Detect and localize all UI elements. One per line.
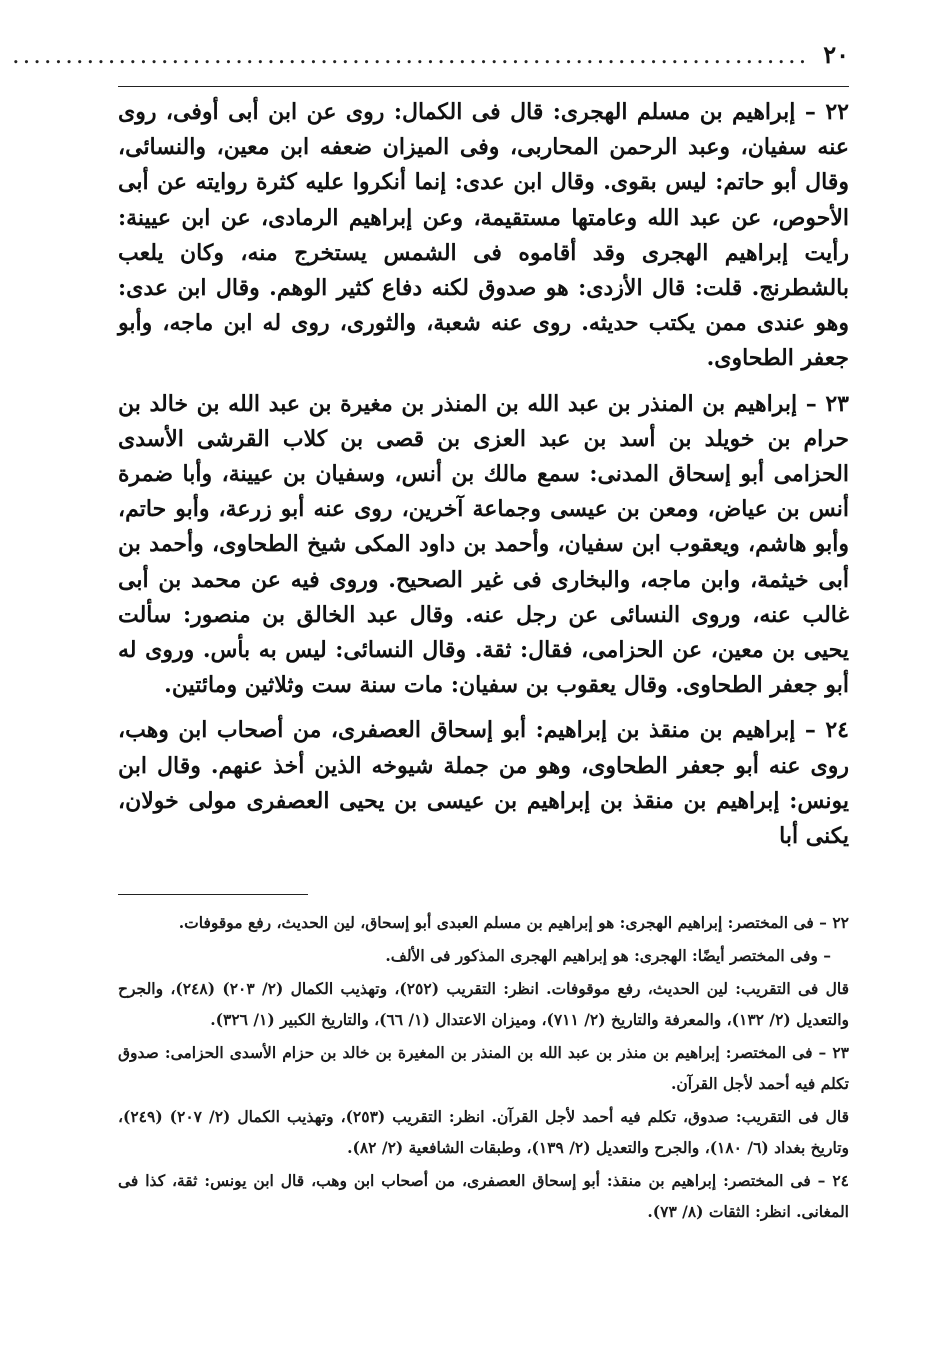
entry-text: إبراهيم بن مسلم الهجرى: قال فى الكمال: روى عن ابن أبى أوفى، روى عنه سفيان، وعبد الرحمن المحاربى، وفى الميزان ضعفه ابن معين، والنسائى، وقال أبو حاتم: ليس بقوى. وقال ابن عدى: إنما أنكروا عليه كثرة روايته عن أبى الأحوص، عن عبد الله وعامتها مستقيمة، وعن إبراهيم الرمادى، عن ابن عيينة: رأيت إبراهيم الهجرى وقد أقاموه فى الشمس يستخرج منه، وكان يلعب بالشطرنج. قلت: قال الأزدى: هو صدوق لكنه دفاع كثير الوهم. وقال ابن عدى: وهو عندى ممن يكتب حديثه. روى عنه شعبة، والثورى، روى له ابن ماجه، وأبو جعفر الطحاوى. [118, 99, 849, 372]
entry-number: ٢٤ [825, 717, 849, 744]
page-number: ٢٠ [823, 40, 849, 69]
entry-number: ٢٢ [825, 99, 849, 125]
footnote-separator [118, 894, 308, 895]
header-leader-dots: ........................................................................... [12, 41, 810, 69]
footnote: – وفى المختصر أيضًا: الهجرى: هو إبراهيم الهجرى المذكور فى الألف. [385, 946, 831, 966]
running-header [12, 40, 849, 87]
footnote: ٢٢ – فى المختصر: إبراهيم الهجرى: هو إبراهيم بن مسلم العبدى أبو إسحاق، لين الحديث، رفع موقوفات. [178, 913, 849, 933]
entry-24: ٢٤ – إبراهيم بن منقذ بن إبراهيم: أبو إسحاق العصفرى، من أصحاب ابن وهب، روى عنه أبو جعفر الطحاوى، وهو من جملة شيوخه الذين أخذ عنهم. وقال ابن يونس: إبراهيم بن منقذ بن إبراهيم بن عيسى بن يحيى العصفرى مولى خولان، يكنى أبا [118, 717, 849, 850]
footnote-separator-wrap [118, 864, 849, 907]
entry-text: إبراهيم بن منقذ بن إبراهيم: أبو إسحاق العصفرى، من أصحاب ابن وهب، روى عنه أبو جعفر الطحاوى، وهو من جملة شيوخه الذين أخذ عنهم. وقال ابن يونس: إبراهيم بن منقذ بن إبراهيم بن عيسى بن يحيى العصفرى مولى خولان، يكنى أبا [118, 717, 849, 850]
entry-text: إبراهيم بن المنذر بن عبد الله بن المنذر بن مغيرة بن عبد الله بن خالد بن حرام بن خويلد بن أسد بن عبد العزى بن قصى بن كلاب القرشى الأسدى الحزامى أبو إسحاق المدنى: سمع مالك بن أنس، وسفيان بن عيينة، وأبا ضمرة أنس بن عياض، ومعن بن عيسى وجماعة آخرين، روى عنه أبو زرعة، وأبو حاتم، وأبو هاشم، ويعقوب ابن سفيان، وأحمد بن داود المكى شيخ الطحاوى، وأحمد بن أبى خيثمة، وابن ماجه، والبخارى فى غير الصحيح. وروى فيه عن محمد بن أبى غالب عنه، وروى النسائى عن رجل عنه. وقال عبد الخالق بن منصور: سألت يحيى بن معين، عن الحزامى، فقال: ثقة. وقال النسائى: ليس به بأس. وروى له أبو جعفر الطحاوى. وقال يعقوب بن سفيان: مات سنة ست وثلاثين ومائتين. [118, 390, 849, 699]
footnotes [118, 907, 849, 1227]
footnote: قال فى التقريب: لين الحديث، رفع موقوفات. انظر: التقريب (٢٥٢)، وتهذيب الكمال (٢/ ٢٠٣) (٢٤٨)، والجرح والتعديل (٢/ ١٣٢)، والمعرفة والتاريخ (٢/ ٧١١)، وميزان الاعتدال (١/ ٦٦)، والتاريخ الكبير (١/ ٣٢٦). [118, 979, 849, 1030]
entry-22: ٢٢ – إبراهيم بن مسلم الهجرى: قال فى الكمال: روى عن ابن أبى أوفى، روى عنه سفيان، وعبد الرحمن المحاربى، وفى الميزان ضعفه ابن معين، والنسائى، وقال أبو حاتم: ليس بقوى. وقال ابن عدى: إنما أنكروا عليه كثرة روايته عن أبى الأحوص، عن عبد الله وعامتها مستقيمة، وعن إبراهيم الرمادى، عن ابن عيينة: رأيت إبراهيم الهجرى وقد أقاموه فى الشمس يستخرج منه، وكان يلعب بالشطرنج. قلت: قال الأزدى: هو صدوق لكنه دفاع كثير الوهم. وقال ابن عدى: وهو عندى ممن يكتب حديثه. روى عنه شعبة، والثورى، روى له ابن ماجه، وأبو جعفر الطحاوى. [118, 99, 849, 372]
entry-23: ٢٣ – إبراهيم بن المنذر بن عبد الله بن المنذر بن مغيرة بن عبد الله بن خالد بن حرام بن خويلد بن أسد بن عبد العزى بن قصى بن كلاب القرشى الأسدى الحزامى أبو إسحاق المدنى: سمع مالك بن أنس، وسفيان بن عيينة، وأبا ضمرة أنس بن عياض، ومعن بن عيسى وجماعة آخرين، روى عنه أبو زرعة، وأبو حاتم، وأبو هاشم، ويعقوب ابن سفيان، وأحمد بن داود المكى شيخ الطحاوى، وأحمد بن أبى خيثمة، وابن ماجه، والبخارى فى غير الصحيح. وروى فيه عن محمد بن أبى غالب عنه، وروى النسائى عن رجل عنه. وقال عبد الخالق بن منصور: سألت يحيى بن معين، عن الحزامى، فقال: ثقة. وقال النسائى: ليس به بأس. وروى له أبو جعفر الطحاوى. وقال يعقوب بن سفيان: مات سنة ست وثلاثين ومائتين. [118, 390, 849, 699]
footnote: ٢٣ – فى المختصر: إبراهيم بن منذر بن عبد الله بن المنذر بن المغيرة بن خالد بن حزام الأسدى الحزامى: صدوق تكلم فيه أحمد لأجل القرآن. [118, 1043, 849, 1094]
footnote: قال فى التقريب: صدوق، تكلم فيه أحمد لأجل القرآن. انظر: التقريب (٢٥٣)، وتهذيب الكمال (٢/ ٢٠٧) (٢٤٩)، وتاريخ بغداد (٦/ ١٨٠)، والجرح والتعديل (٢/ ١٣٩)، وطبقات الشافعية (٢/ ٨٢). [118, 1107, 849, 1158]
footnote: ٢٤ – فى المختصر: إبراهيم بن منقذ: أبو إسحاق العصفرى، من أصحاب ابن وهب، قال ابن يونس: ثقة، كذا فى المغانى. انظر: الثقات (٨/ ٧٣). [118, 1171, 849, 1222]
entry-number: ٢٣ [825, 390, 849, 417]
